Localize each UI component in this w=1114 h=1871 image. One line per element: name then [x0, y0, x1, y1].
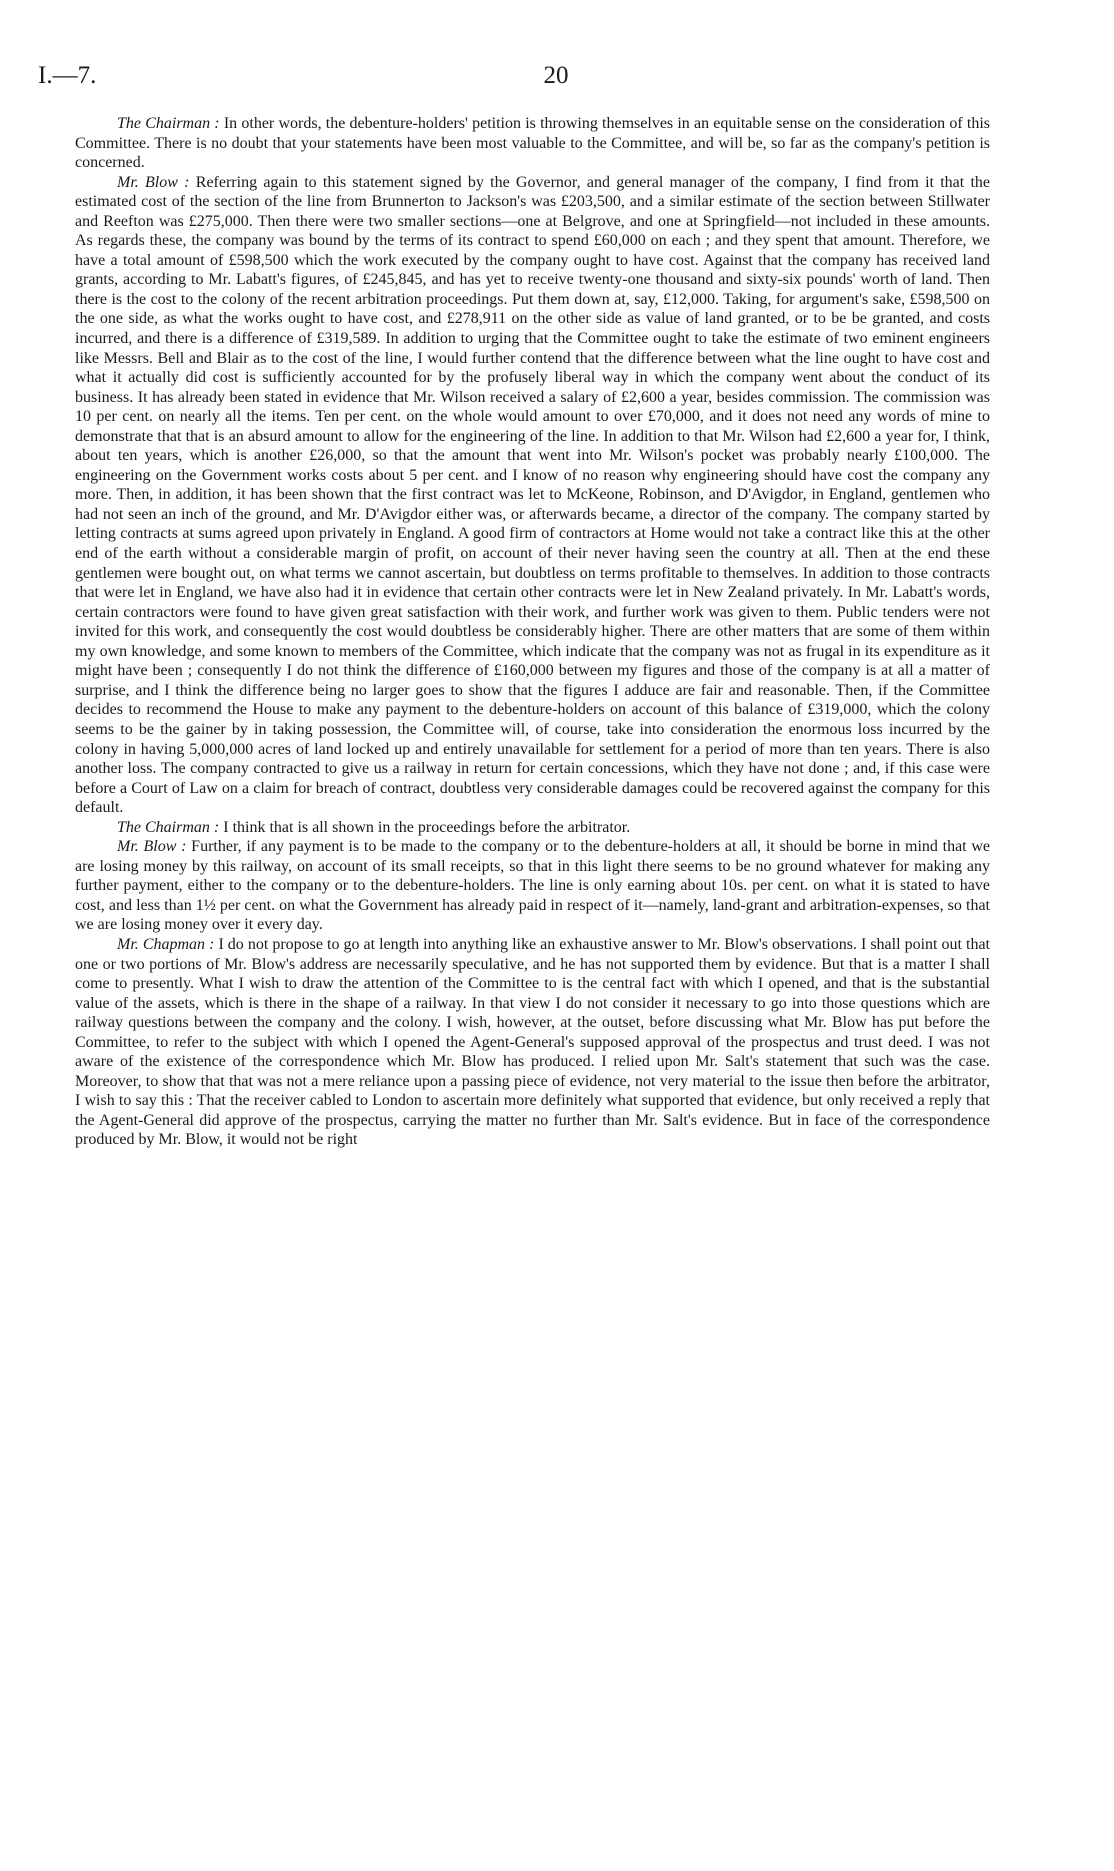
paragraph-text: Further, if any payment is to be made to the company or to the debenture-holders at all, it should be borne in mind that we are losing money by this railway, on account of its small receipts, so that in this light there seems to be no ground whatever for making any further payment, either to the company or to the debenture-holders. The line is only earning about 10s. per cent. on what it is stated to have cost, and less than 1½ per cent. on what the Government has already paid in respect of it—namely, land-grant and arbitration-expenses, so that we are losing money over it every day.: [75, 838, 990, 934]
paragraph-text: I think that is all shown in the proceedings before the arbitrator.: [219, 818, 631, 836]
paragraph: [75, 114, 990, 173]
page-header: [38, 62, 1074, 96]
paragraph-text: In other words, the debenture-holders' petition is throwing themselves in an equitable sense on the consideration of this Committee. There is no doubt that your statements have been most valuable to the Committee, and will be, so far as the company's petition is concerned.: [75, 115, 990, 172]
page-number: 20: [543, 62, 569, 89]
document-reference: I.—7.: [38, 62, 97, 89]
paragraph-text: I do not propose to go at length into anything like an exhaustive answer to Mr. Blow's observations. I shall point out that one or two portions of Mr. Blow's address are necessarily speculative, and he has not supported them by evidence. But that is a matter I shall come to presently. What I wish to draw the attention of the Committee to is the central fact with which I opened, and that is the substantial value of the assets, which is there in the shape of a railway. In that view I do not consider it necessary to go into those questions which are railway questions between the company and the colony. I wish, however, at the outset, before discussing what Mr. Blow has put before the Committee, to refer to the subject with which I opened the Agent-General's supposed approval of the prospectus and trust deed. I was not aware of the existence of the correspondence which Mr. Blow has produced. I relied upon Mr. Salt's statement that such was the case. Moreover, to show that that was not a mere reliance upon a passing piece of evidence, not very material to the issue then before the arbitrator, I wish to say this : That the receiver cabled to London to ascertain more definitely what supported that evidence, but only received a reply that the Agent-General did approve of the prospectus, carrying the matter no further than Mr. Salt's evidence. But in face of the correspondence produced by Mr. Blow, it would not be right: [75, 935, 990, 1149]
speaker-name: The Chairman :: [117, 818, 220, 836]
paragraph: [75, 818, 990, 838]
paragraph: [75, 173, 990, 818]
paragraph: [75, 837, 990, 935]
speaker-name: Mr. Chapman :: [117, 935, 215, 953]
speaker-name: The Chairman :: [117, 115, 220, 132]
speaker-name: Mr. Blow :: [117, 838, 187, 856]
speaker-name: Mr. Blow :: [117, 173, 190, 191]
paragraph-text: Referring again to this statement signed by the Governor, and general manager of the company, I find from it that the estimated cost of the section of the line from Brunnerton to Jackson's was £203,500, and a similar estimate of the section between Stillwater and Reefton was £275,000. Then there were two smaller sections—one at Belgrove, and one at Springfield—not included in these amounts. As regards these, the company was bound by the terms of its contract to spend £60,000 on each ; and they spent that amount. Therefore, we have a total amount of £598,500 which the work executed by the company ought to have cost. Against that the company has received land grants, according to Mr. Labatt's figures, of £245,845, and has yet to receive twenty-one thousand and sixty-six pounds' worth of land. Then there is the cost to the colony of the recent arbitration proceedings. Put them down at, say, £12,000. Taking, for argument's sake, £598,500 on the one side, as what the works ought to have cost, and £278,911 on the other side as value of land granted, or to be be granted, and costs incurred, and there is a difference of £319,589. In addition to urging that the Committee ought to take the estimate of two eminent engineers like Messrs. Bell and Blair as to the cost of the line, I would further contend that the difference between what the line ought to have cost and what it actually did cost is sufficiently accounted for by the profusely liberal way in which the company went about the conduct of its business. It has already been stated in evidence that Mr. Wilson received a salary of £2,600 a year, besides commission. The commission was 10 per cent. on nearly all the items. Ten per cent. on the whole would amount to over £70,000, and it does not need any words of mine to demonstrate that that is an absurd amount to allow for the engineering of the line. In addition to that Mr. Wilson had £2,600 a year for, I think, about ten years, which is another £26,000, so that the amount that went into Mr. Wilson's pocket was probably nearly £100,000. The engineering on the Government works costs about 5 per cent. and I know of no reason why engineering should have cost the company any more. Then, in addition, it has been shown that the first contract was let to McKeone, Robinson, and D'Avigdor, in England, gentlemen who had not seen an inch of the ground, and Mr. D'Avigdor either was, or afterwards became, a director of the company. The company started by letting contracts at sums agreed upon privately in England. A good firm of contractors at Home would not take a contract like this at the other end of the earth without a considerable margin of profit, on account of their never having seen the country at all. Then at the end these gentlemen were bought out, on what terms we cannot ascertain, but doubtless on terms profitable to themselves. In addition to those contracts that were let in England, we have also had it in evidence that certain other contracts were let in New Zealand privately. In Mr. Labatt's words, certain contractors were found to have given great satisfaction with their work, and further work was given to them. Public tenders were not invited for this work, and consequently the cost would doubtless be considerably higher. There are other matters that are some of them within my own knowledge, and some known to members of the Committee, which indicate that the company was not as frugal in its expenditure as it might have been ; consequently I do not think the difference of £160,000 between my figures and those of the company is at all a matter of surprise, and I think the difference being no larger goes to show that the figures I adduce are fair and reasonable. Then, if the Committee decides to recommend the House to make any payment to the debenture-holders on account of this balance of £319,000, which the colony seems to be the gainer by in taking possession, the Committee will, of course, take into consideration the enormous loss incurred by the colony in having 5,000,000 acres of land locked up and entirely unavailable for settlement for a period of more than ten years. There is also another loss. The company contracted to give us a railway in return for certain concessions, which they have not done ; and, if this case were before a Court of Law on a claim for breach of contract, doubtless very considerable damages could be recovered against the company for this default.: [75, 173, 991, 817]
paragraph: [75, 935, 990, 1150]
body-text: [75, 114, 990, 1150]
